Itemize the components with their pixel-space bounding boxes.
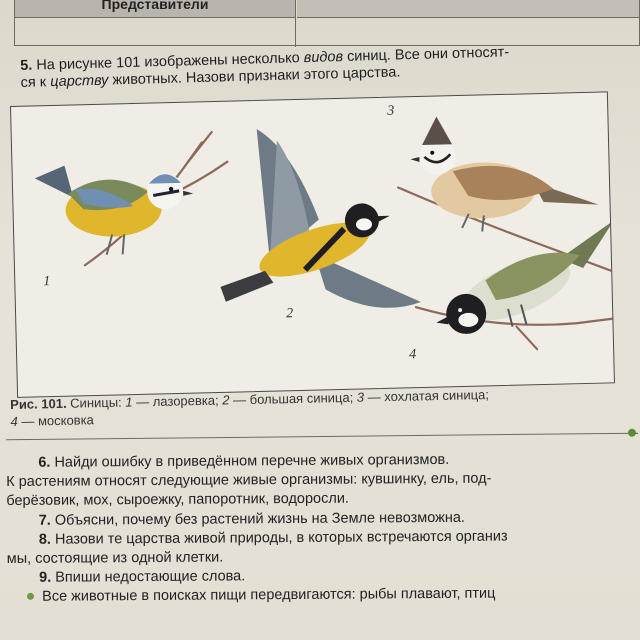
task-9-bullet	[7, 584, 640, 608]
bullet-icon	[27, 593, 34, 600]
caption-n4: 4	[10, 413, 18, 429]
caption-text: Синицы:	[66, 394, 126, 411]
task-6-text: Найди ошибку в приведённом перечне живых организмов.	[50, 451, 450, 471]
caption-n3: 3	[356, 389, 365, 405]
task-7-text: Объясни, почему без растений жизнь на Земле невозможна.	[50, 509, 465, 529]
task-5-text-4: животных. Назови признаки этого царства.	[108, 64, 401, 89]
label-2: 2	[285, 306, 294, 322]
task-9-bullet-text: Все животные в поисках пищи передвигаются: рыбы плавают, птиц	[42, 586, 496, 606]
caption-fig-number: Рис. 101.	[10, 395, 67, 412]
label-4: 4	[409, 347, 417, 363]
task-9-number: 9.	[39, 569, 52, 586]
task-5-number: 5.	[20, 57, 33, 74]
table-header-representatives: Представители	[15, 0, 296, 18]
table-divider	[295, 0, 296, 47]
label-3: 3	[387, 103, 395, 119]
task-9-text: Впиши недостающие слова.	[51, 568, 246, 586]
task-6-line-3: берёзовик, мох, сыроежку, папоротник, водоросли.	[6, 491, 349, 510]
section-divider	[6, 433, 638, 441]
task-5-text-2: синиц. Все они относят-	[342, 44, 510, 65]
bird-2-great-tit	[217, 125, 421, 312]
caption-t3: — хохлатая синица;	[363, 386, 490, 405]
representatives-table	[14, 0, 640, 46]
task-8-text: Назови те царства живой природы, в которых встречаются организ	[50, 528, 508, 548]
tasks-list	[6, 449, 640, 607]
caption-n2: 2	[222, 392, 230, 408]
bird-3-crested-tit	[409, 113, 599, 234]
caption-t4: — московка	[17, 412, 94, 429]
task-5-italic-species: видов	[303, 48, 344, 67]
task-5-text-3: ся к	[20, 74, 51, 91]
figure-101-tits	[10, 91, 615, 398]
task-6-number: 6.	[38, 454, 51, 471]
birds-illustration	[11, 92, 614, 396]
label-1: 1	[43, 274, 51, 290]
task-8-number: 8.	[38, 531, 51, 548]
task-5-text: На рисунке 101 изображены несколько	[32, 50, 305, 74]
task-7-number: 7.	[38, 512, 51, 529]
task-5-italic-kingdom: царству	[49, 72, 109, 91]
task-5	[20, 41, 631, 92]
caption-t1: — лазоревка;	[132, 392, 223, 410]
task-6-line-2: К растениям относят следующие живые организмы: кувшинку, ель, под-	[6, 470, 492, 491]
task-8-line-2: мы, состоящие из одной клетки.	[6, 549, 224, 568]
caption-n1: 1	[125, 394, 133, 410]
caption-t2: — большая синица;	[229, 389, 357, 408]
table-header-empty	[297, 0, 639, 18]
